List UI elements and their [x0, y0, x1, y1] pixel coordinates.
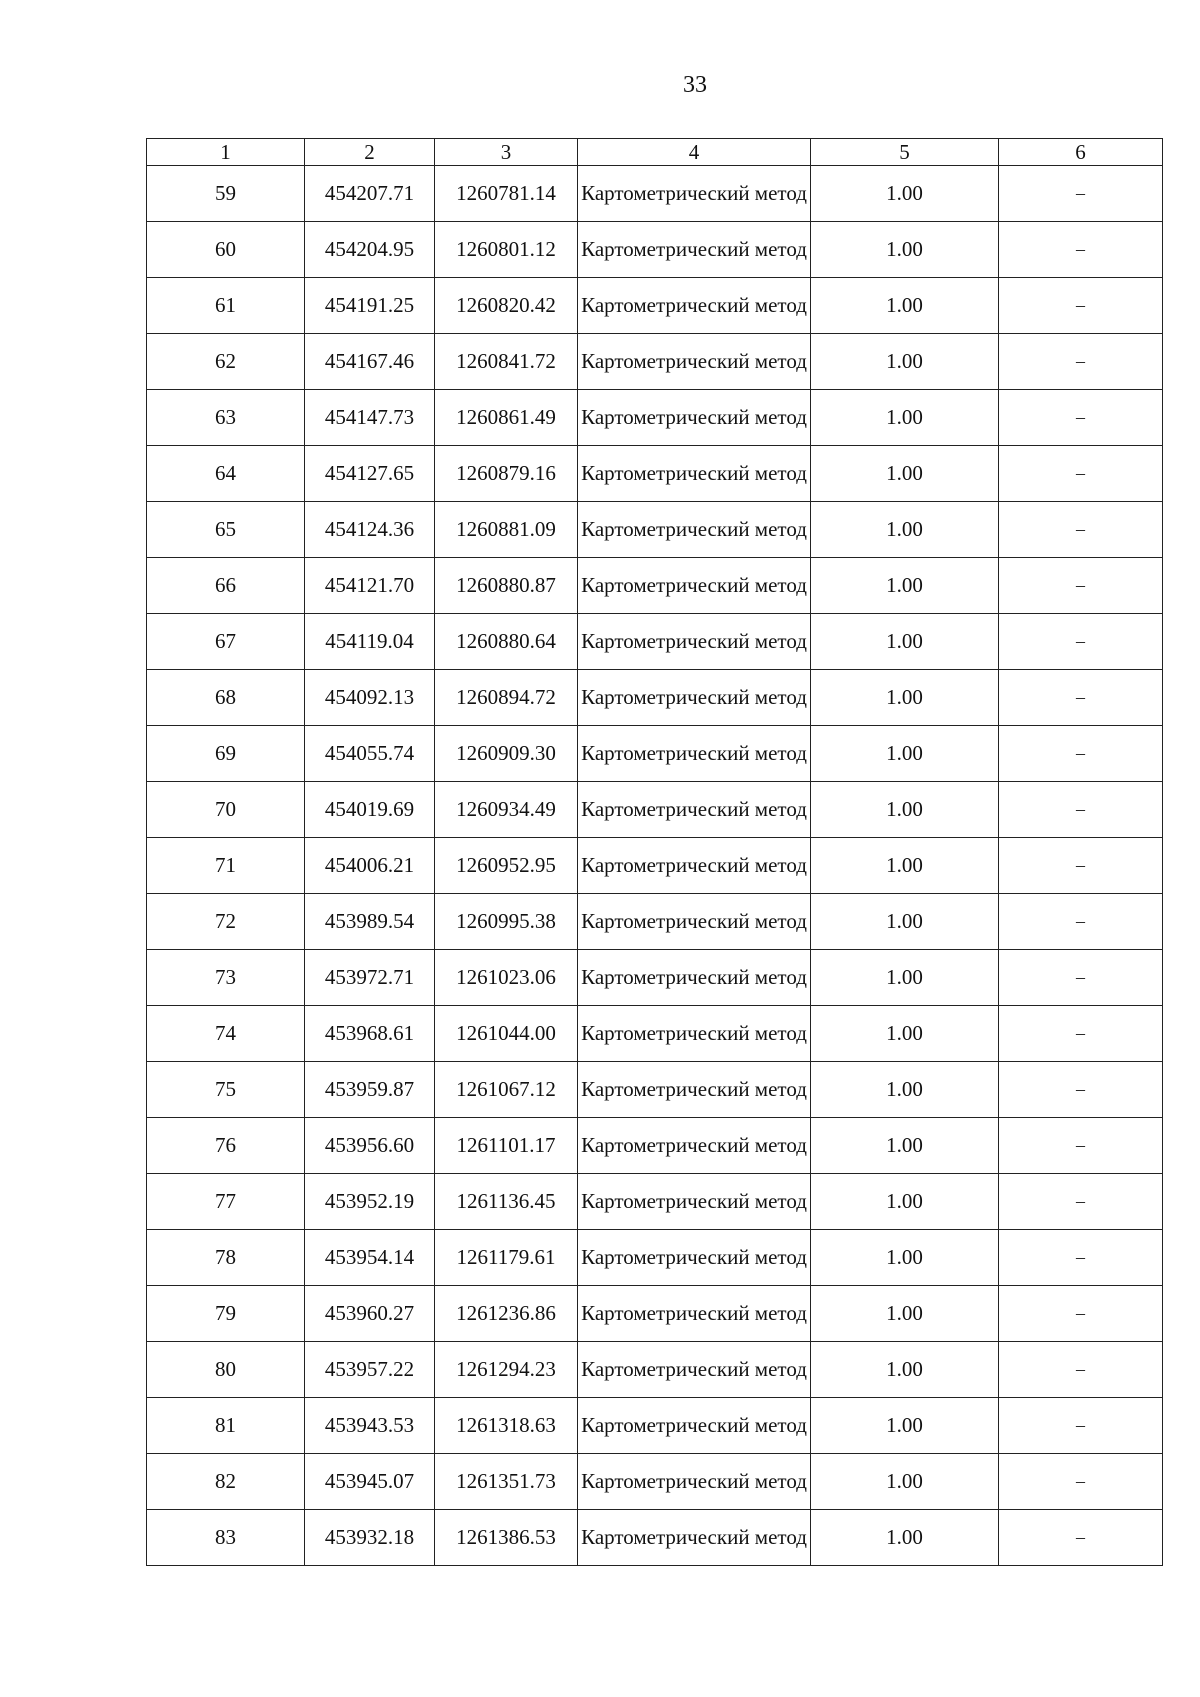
- y-coordinate-cell: 1260820.42: [435, 278, 578, 334]
- point-number-cell: 73: [147, 950, 305, 1006]
- point-number-cell: 78: [147, 1230, 305, 1286]
- point-number-cell: 61: [147, 278, 305, 334]
- y-coordinate-cell: 1260880.64: [435, 614, 578, 670]
- accuracy-cell: 1.00: [811, 782, 999, 838]
- point-number-cell: 66: [147, 558, 305, 614]
- page-number: 33: [683, 72, 707, 98]
- method-cell: Картометрический метод: [578, 670, 811, 726]
- x-coordinate-cell: 453957.22: [305, 1342, 435, 1398]
- note-cell: –: [999, 614, 1163, 670]
- header-cell: 5: [811, 139, 999, 166]
- method-cell: Картометрический метод: [578, 894, 811, 950]
- method-cell: Картометрический метод: [578, 166, 811, 222]
- note-cell: –: [999, 726, 1163, 782]
- note-cell: –: [999, 1342, 1163, 1398]
- x-coordinate-cell: 454127.65: [305, 446, 435, 502]
- note-cell: –: [999, 1454, 1163, 1510]
- note-cell: –: [999, 390, 1163, 446]
- accuracy-cell: 1.00: [811, 222, 999, 278]
- table-row: [147, 390, 1163, 446]
- table-row: [147, 278, 1163, 334]
- note-cell: –: [999, 670, 1163, 726]
- point-number-cell: 77: [147, 1174, 305, 1230]
- table-row: [147, 1510, 1163, 1566]
- point-number-cell: 62: [147, 334, 305, 390]
- x-coordinate-cell: 454191.25: [305, 278, 435, 334]
- y-coordinate-cell: 1261318.63: [435, 1398, 578, 1454]
- method-cell: Картометрический метод: [578, 1510, 811, 1566]
- point-number-cell: 75: [147, 1062, 305, 1118]
- table-row: [147, 726, 1163, 782]
- point-number-cell: 67: [147, 614, 305, 670]
- method-cell: Картометрический метод: [578, 726, 811, 782]
- point-number-cell: 68: [147, 670, 305, 726]
- table-row: [147, 1230, 1163, 1286]
- y-coordinate-cell: 1260861.49: [435, 390, 578, 446]
- y-coordinate-cell: 1261351.73: [435, 1454, 578, 1510]
- method-cell: Картометрический метод: [578, 390, 811, 446]
- method-cell: Картометрический метод: [578, 334, 811, 390]
- header-cell: 3: [435, 139, 578, 166]
- accuracy-cell: 1.00: [811, 838, 999, 894]
- x-coordinate-cell: 454119.04: [305, 614, 435, 670]
- table-row: [147, 894, 1163, 950]
- accuracy-cell: 1.00: [811, 670, 999, 726]
- point-number-cell: 80: [147, 1342, 305, 1398]
- accuracy-cell: 1.00: [811, 166, 999, 222]
- table-row: [147, 1006, 1163, 1062]
- method-cell: Картометрический метод: [578, 782, 811, 838]
- table-row: [147, 334, 1163, 390]
- point-number-cell: 60: [147, 222, 305, 278]
- note-cell: –: [999, 558, 1163, 614]
- point-number-cell: 81: [147, 1398, 305, 1454]
- point-number-cell: 59: [147, 166, 305, 222]
- accuracy-cell: 1.00: [811, 1230, 999, 1286]
- point-number-cell: 69: [147, 726, 305, 782]
- x-coordinate-cell: 453959.87: [305, 1062, 435, 1118]
- method-cell: Картометрический метод: [578, 1174, 811, 1230]
- accuracy-cell: 1.00: [811, 614, 999, 670]
- table-row: [147, 1398, 1163, 1454]
- x-coordinate-cell: 453956.60: [305, 1118, 435, 1174]
- table-row: [147, 1286, 1163, 1342]
- note-cell: –: [999, 446, 1163, 502]
- method-cell: Картометрический метод: [578, 1454, 811, 1510]
- point-number-cell: 83: [147, 1510, 305, 1566]
- y-coordinate-cell: 1261023.06: [435, 950, 578, 1006]
- method-cell: Картометрический метод: [578, 558, 811, 614]
- x-coordinate-cell: 454092.13: [305, 670, 435, 726]
- header-row: [147, 139, 1163, 166]
- y-coordinate-cell: 1261236.86: [435, 1286, 578, 1342]
- note-cell: –: [999, 894, 1163, 950]
- note-cell: –: [999, 278, 1163, 334]
- note-cell: –: [999, 1118, 1163, 1174]
- note-cell: –: [999, 1230, 1163, 1286]
- accuracy-cell: 1.00: [811, 502, 999, 558]
- point-number-cell: 72: [147, 894, 305, 950]
- accuracy-cell: 1.00: [811, 1062, 999, 1118]
- accuracy-cell: 1.00: [811, 446, 999, 502]
- x-coordinate-cell: 453968.61: [305, 1006, 435, 1062]
- x-coordinate-cell: 454167.46: [305, 334, 435, 390]
- accuracy-cell: 1.00: [811, 894, 999, 950]
- method-cell: Картометрический метод: [578, 1230, 811, 1286]
- note-cell: –: [999, 334, 1163, 390]
- method-cell: Картометрический метод: [578, 1006, 811, 1062]
- table-row: [147, 446, 1163, 502]
- method-cell: Картометрический метод: [578, 950, 811, 1006]
- accuracy-cell: 1.00: [811, 950, 999, 1006]
- y-coordinate-cell: 1261044.00: [435, 1006, 578, 1062]
- note-cell: –: [999, 838, 1163, 894]
- accuracy-cell: 1.00: [811, 1118, 999, 1174]
- table-row: [147, 1342, 1163, 1398]
- point-number-cell: 64: [147, 446, 305, 502]
- x-coordinate-cell: 453943.53: [305, 1398, 435, 1454]
- method-cell: Картометрический метод: [578, 838, 811, 894]
- point-number-cell: 82: [147, 1454, 305, 1510]
- y-coordinate-cell: 1260879.16: [435, 446, 578, 502]
- x-coordinate-cell: 453989.54: [305, 894, 435, 950]
- accuracy-cell: 1.00: [811, 1398, 999, 1454]
- method-cell: Картометрический метод: [578, 1118, 811, 1174]
- table-row: [147, 558, 1163, 614]
- table-row: [147, 1174, 1163, 1230]
- header-cell: 1: [147, 139, 305, 166]
- note-cell: –: [999, 1174, 1163, 1230]
- note-cell: –: [999, 950, 1163, 1006]
- accuracy-cell: 1.00: [811, 558, 999, 614]
- note-cell: –: [999, 1398, 1163, 1454]
- table-row: [147, 838, 1163, 894]
- x-coordinate-cell: 453960.27: [305, 1286, 435, 1342]
- point-number-cell: 65: [147, 502, 305, 558]
- y-coordinate-cell: 1260841.72: [435, 334, 578, 390]
- y-coordinate-cell: 1260880.87: [435, 558, 578, 614]
- x-coordinate-cell: 453945.07: [305, 1454, 435, 1510]
- table-row: [147, 614, 1163, 670]
- y-coordinate-cell: 1261136.45: [435, 1174, 578, 1230]
- header-cell: 2: [305, 139, 435, 166]
- y-coordinate-cell: 1260952.95: [435, 838, 578, 894]
- method-cell: Картометрический метод: [578, 1342, 811, 1398]
- point-number-cell: 74: [147, 1006, 305, 1062]
- accuracy-cell: 1.00: [811, 334, 999, 390]
- accuracy-cell: 1.00: [811, 278, 999, 334]
- table-row: [147, 166, 1163, 222]
- y-coordinate-cell: 1260881.09: [435, 502, 578, 558]
- accuracy-cell: 1.00: [811, 1342, 999, 1398]
- y-coordinate-cell: 1261386.53: [435, 1510, 578, 1566]
- y-coordinate-cell: 1261294.23: [435, 1342, 578, 1398]
- note-cell: –: [999, 166, 1163, 222]
- method-cell: Картометрический метод: [578, 1062, 811, 1118]
- y-coordinate-cell: 1260894.72: [435, 670, 578, 726]
- x-coordinate-cell: 454204.95: [305, 222, 435, 278]
- table-row: [147, 1454, 1163, 1510]
- table-row: [147, 1062, 1163, 1118]
- accuracy-cell: 1.00: [811, 1174, 999, 1230]
- x-coordinate-cell: 454055.74: [305, 726, 435, 782]
- accuracy-cell: 1.00: [811, 1454, 999, 1510]
- y-coordinate-cell: 1261067.12: [435, 1062, 578, 1118]
- table-row: [147, 502, 1163, 558]
- x-coordinate-cell: 454121.70: [305, 558, 435, 614]
- method-cell: Картометрический метод: [578, 222, 811, 278]
- table-row: [147, 1118, 1163, 1174]
- method-cell: Картометрический метод: [578, 446, 811, 502]
- method-cell: Картометрический метод: [578, 1398, 811, 1454]
- note-cell: –: [999, 1062, 1163, 1118]
- x-coordinate-cell: 453972.71: [305, 950, 435, 1006]
- y-coordinate-cell: 1261101.17: [435, 1118, 578, 1174]
- point-number-cell: 71: [147, 838, 305, 894]
- accuracy-cell: 1.00: [811, 726, 999, 782]
- note-cell: –: [999, 1006, 1163, 1062]
- method-cell: Картометрический метод: [578, 502, 811, 558]
- method-cell: Картометрический метод: [578, 614, 811, 670]
- note-cell: –: [999, 502, 1163, 558]
- table-row: [147, 670, 1163, 726]
- y-coordinate-cell: 1260909.30: [435, 726, 578, 782]
- point-number-cell: 63: [147, 390, 305, 446]
- x-coordinate-cell: 453952.19: [305, 1174, 435, 1230]
- note-cell: –: [999, 782, 1163, 838]
- accuracy-cell: 1.00: [811, 1006, 999, 1062]
- x-coordinate-cell: 453954.14: [305, 1230, 435, 1286]
- x-coordinate-cell: 454006.21: [305, 838, 435, 894]
- note-cell: –: [999, 222, 1163, 278]
- note-cell: –: [999, 1286, 1163, 1342]
- accuracy-cell: 1.00: [811, 1510, 999, 1566]
- point-number-cell: 79: [147, 1286, 305, 1342]
- x-coordinate-cell: 454147.73: [305, 390, 435, 446]
- header-cell: 4: [578, 139, 811, 166]
- accuracy-cell: 1.00: [811, 390, 999, 446]
- point-number-cell: 70: [147, 782, 305, 838]
- x-coordinate-cell: 454207.71: [305, 166, 435, 222]
- coordinates-table: [146, 138, 1163, 1566]
- y-coordinate-cell: 1260781.14: [435, 166, 578, 222]
- y-coordinate-cell: 1260801.12: [435, 222, 578, 278]
- table-row: [147, 950, 1163, 1006]
- note-cell: –: [999, 1510, 1163, 1566]
- accuracy-cell: 1.00: [811, 1286, 999, 1342]
- point-number-cell: 76: [147, 1118, 305, 1174]
- table-row: [147, 222, 1163, 278]
- table-row: [147, 782, 1163, 838]
- y-coordinate-cell: 1260995.38: [435, 894, 578, 950]
- x-coordinate-cell: 454124.36: [305, 502, 435, 558]
- method-cell: Картометрический метод: [578, 278, 811, 334]
- y-coordinate-cell: 1261179.61: [435, 1230, 578, 1286]
- x-coordinate-cell: 454019.69: [305, 782, 435, 838]
- x-coordinate-cell: 453932.18: [305, 1510, 435, 1566]
- method-cell: Картометрический метод: [578, 1286, 811, 1342]
- y-coordinate-cell: 1260934.49: [435, 782, 578, 838]
- header-cell: 6: [999, 139, 1163, 166]
